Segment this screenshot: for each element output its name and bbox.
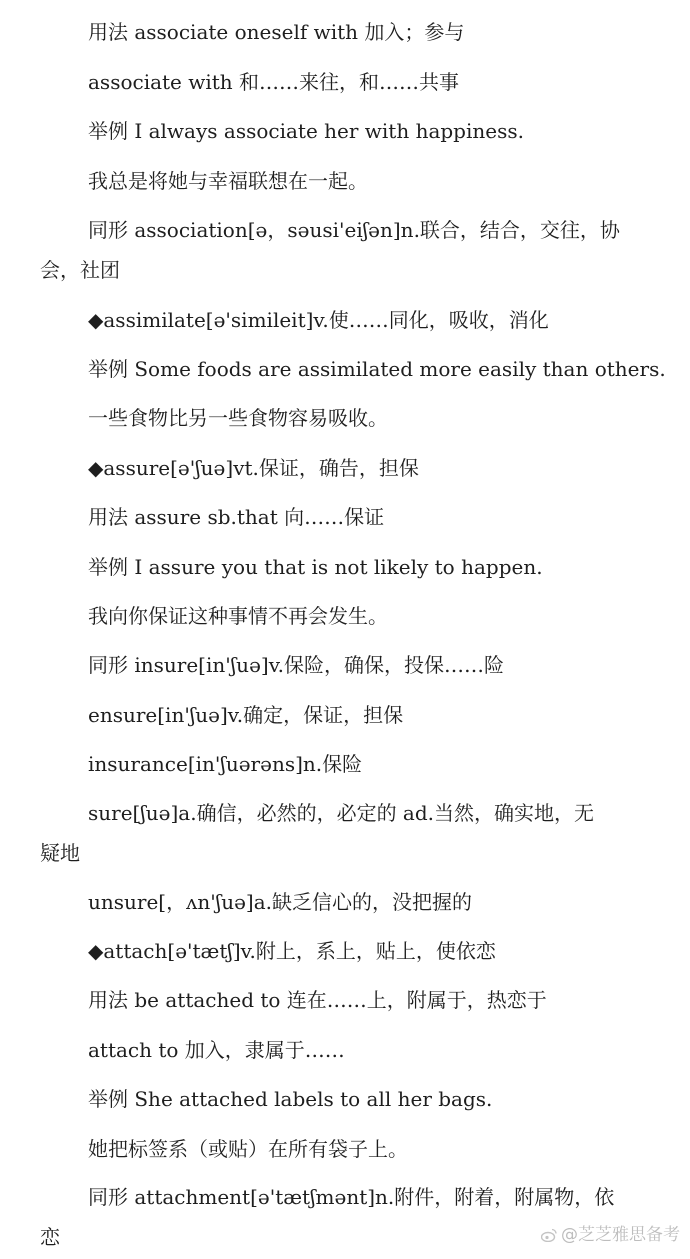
text-line: insurance[in'ʃuərəns]n.保险 — [88, 752, 363, 776]
text-line: 同形 attachment[ə'tætʃmənt]n.附件，附着，附属物，依 — [88, 1185, 615, 1209]
text-line-continuation: 恋 — [40, 1225, 60, 1249]
text-line: 同形 insure[in'ʃuə]v.保险，确保，投保……险 — [88, 653, 504, 677]
watermark — [541, 1220, 680, 1245]
text-line: 她把标签系（或贴）在所有袋子上。 — [88, 1137, 408, 1161]
text-line: 我向你保证这种事情不再会发生。 — [88, 604, 388, 628]
text-line: 用法 associate oneself with 加入；参与 — [88, 20, 465, 44]
text-line: ◆assure[ə'ʃuə]vt.保证，确告，担保 — [88, 456, 419, 480]
text-line: 用法 assure sb.that 向……保证 — [88, 505, 385, 529]
text-line: 用法 be attached to 连在……上，附属于，热恋于 — [88, 988, 547, 1012]
text-line: 我总是将她与幸福联想在一起。 — [88, 169, 368, 193]
text-line: unsure[，ʌn'ʃuə]a.缺乏信心的，没把握的 — [88, 890, 473, 914]
text-line: sure[ʃuə]a.确信，必然的，必定的 ad.当然，确实地，无 — [88, 801, 595, 825]
text-line: ◆assimilate[ə'simileit]v.使……同化，吸收，消化 — [88, 308, 549, 332]
text-line: 举例 She attached labels to all her bags. — [88, 1087, 493, 1111]
text-line: ◆attach[ə'tætʃ]v.附上，系上，贴上，使依恋 — [88, 939, 496, 963]
text-line: 举例 I assure you that is not likely to happen. — [88, 555, 543, 579]
text-line: associate with 和……来往，和……共事 — [88, 70, 460, 94]
watermark-text: @芝芝雅思备考 — [561, 1225, 680, 1245]
text-line: 举例 Some foods are assimilated more easily than others. — [88, 357, 666, 381]
text-line: ensure[in'ʃuə]v.确定，保证，担保 — [88, 703, 404, 727]
text-line-continuation: 疑地 — [40, 841, 80, 865]
text-line-continuation: 会，社团 — [40, 258, 120, 282]
text-line: 举例 I always associate her with happiness. — [88, 119, 524, 143]
text-line: 一些食物比另一些食物容易吸收。 — [88, 406, 388, 430]
text-line: 同形 association[ə，səusi'eiʃən]n.联合，结合，交往，协 — [88, 218, 620, 242]
weibo-logo-icon — [541, 1228, 557, 1242]
text-line: attach to 加入，隶属于…… — [88, 1038, 345, 1062]
